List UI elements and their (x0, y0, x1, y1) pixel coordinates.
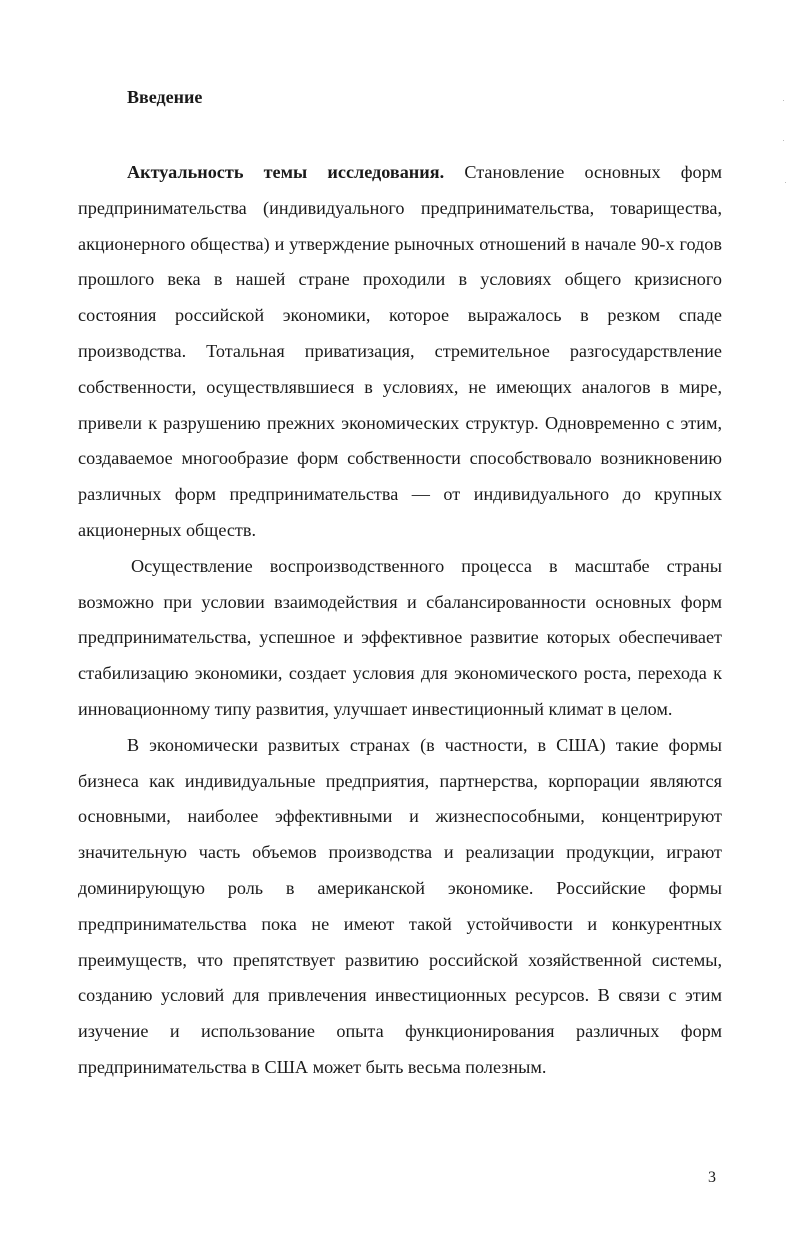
scan-speck (785, 182, 786, 183)
page-number: 3 (708, 1169, 716, 1186)
paragraph-reproduction: Осуществление воспроизводственного процесса в масштабе страны возможно при условии взаимодействия и сбалансированности основных форм предпринимательства, успешное и эффективное развитие которых обеспечивает стабилизацию экономики, создает условия для экономического роста, перехода к инновационному типу развития, улучшает инвестиционный климат в целом. (78, 555, 722, 719)
paragraph-relevance (78, 155, 722, 549)
section-heading: Введение (127, 87, 203, 107)
document-body (78, 155, 722, 1086)
paragraph-text: Становление основных форм предпринимательства (индивидуального предпринимательства, товарищества, акционерного общества) и утверждение рыночных отношений в начале 90-х годов прошлого века в нашей стране проходили в условиях общего кризисного состояния российской экономики, которое выражалось в резком спаде производства. Тотальная приватизация, стремительное разгосударствление собственности, осуществлявшиеся в условиях, не имеющих аналогов в мире, привели к разрушению прежних экономических структур. Одновременно с этим, создаваемое многообразие форм собственности способствовало возникновению различных форм предпринимательства — от индивидуального до крупных акционерных обществ. (78, 162, 722, 540)
scan-speck (783, 140, 784, 141)
paragraph-lead: Актуальность темы исследования. (127, 162, 445, 182)
scan-speck (783, 100, 784, 101)
paragraph-usa-experience: В экономически развитых странах (в частности, в США) такие формы бизнеса как индивидуальные предприятия, партнерства, корпорации являются основными, наиболее эффективными и жизнеспособными, концентрируют значительную часть объемов производства и реализации продукции, играют доминирующую роль в американской экономике. Российские формы предпринимательства пока не имеют такой устойчивости и конкурентных преимуществ, что препятствует развитию российской хозяйственной системы, созданию условий для привлечения инвестиционных ресурсов. В связи с этим изучение и использование опыта функционирования различных форм предпринимательства в США может быть весьма полезным. (78, 734, 722, 1077)
